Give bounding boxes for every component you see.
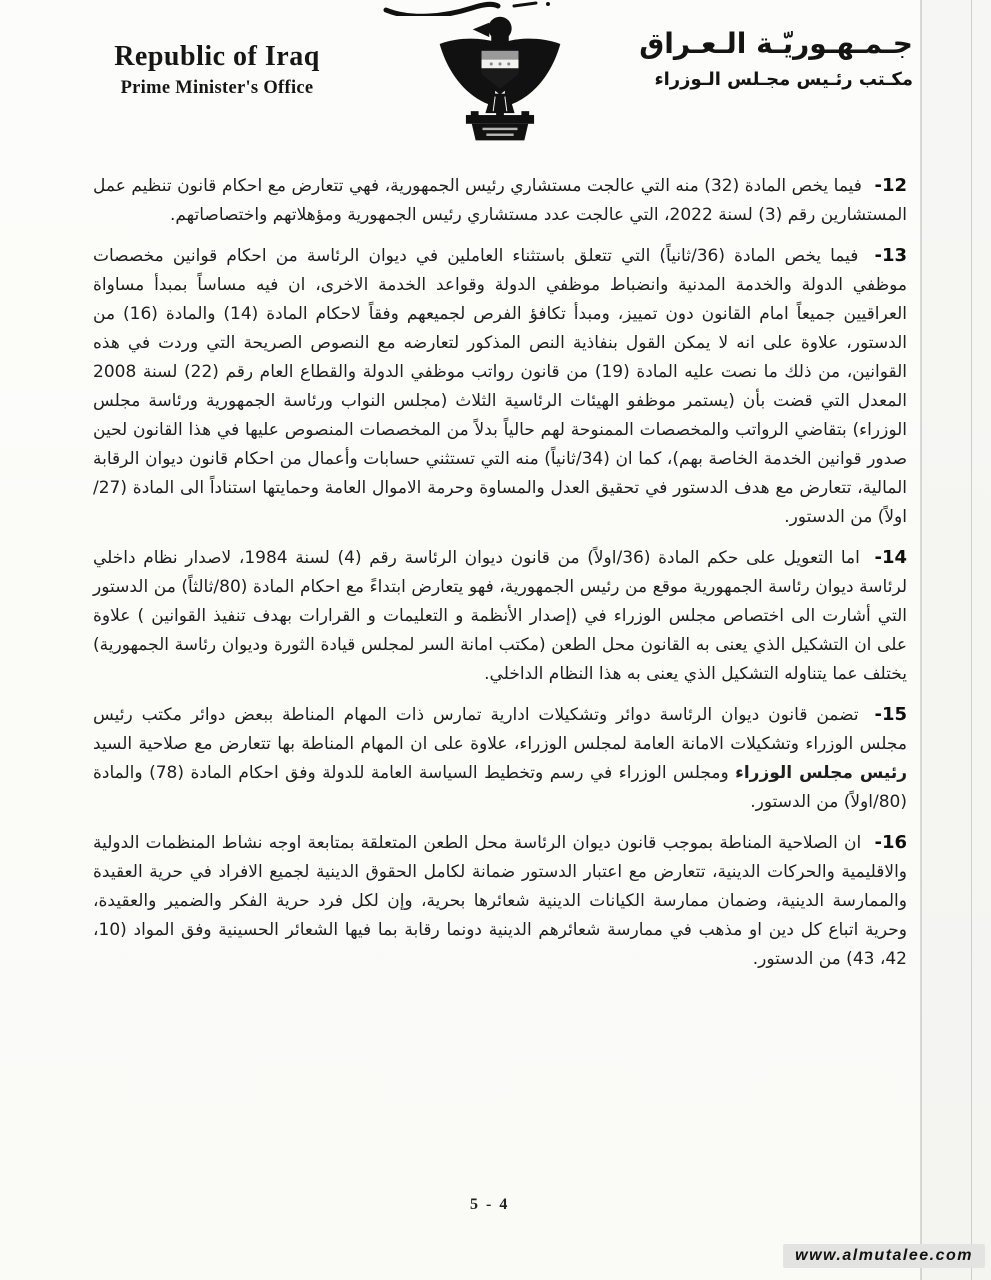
paragraph-text: تضمن قانون ديوان الرئاسة دوائر وتشكيلات ادارية تمارس ذات المهام المناطة ببعض دوائر مكتب رئيس مجلس الوزراء وتشكيلات الامانة العامة لمجلس الوزراء، علاوة على ان المهام المناطة بها تتعارض مع صلاحية السيد bbox=[93, 705, 907, 754]
paragraph-number: 12- bbox=[874, 175, 907, 196]
paragraph-text: فيما يخص المادة (36/ثانياً) التي تتعلق باستثناء العاملين في ديوان الرئاسة من احكام قوانين مخصصات موظفي الدولة والخدمة المدنية وانضباط موظفي الدولة وقواعد الخدمة الاخرى، ان فيه مساساً بمبدأ مساواة العراقيين جميعاً امام القانون دون تمييز، ومبدأ تكافؤ الفرص لجميعهم وفقاً لاحكام المادة (14) والمادة (16) من الدستور، علاوة على انه لا يمكن القول بنفاذية النص المذكور لتعارضه مع النصوص الصريحة التي وردت في هذه القوانين، من ذلك ما نصت عليه المادة (19) من قانون رواتب موظفي الدولة والقطاع العام رقم (22) لسنة 2008 المعدل التي قضت بأن (يستمر موظفو الهيئات الرئاسية الثلاث (مجلس النواب ورئاسة الجمهورية ورئاسة مجلس الوزراء) بتقاضي الرواتب والمخصصات الممنوحة لهم حالياً بدلاً من المخصصات المنصوص عليها في هذا القانون لحين صدور قوانين الخدمة الخاصة بهم)، كما ان (34/ثانياً) منه التي تستثني حسابات وأعمال من احكام قانون ديوان الرقابة المالية، تتعارض مع هدف الدستور في تحقيق العدل والمساوة وحرمة الاموال العامة وحمايتها استناداً الى المادة (27/اولاً) من الدستور. bbox=[93, 246, 908, 527]
paragraph-text: ان الصلاحية المناطة بموجب قانون ديوان الرئاسة محل الطعن المتعلقة بمتابعة اوجه نشاط المنظمات الدولية والاقليمية والحركات الدينية، تتعارض مع اعتبار الدستور ضمانة لكامل الحقوق الدينية لجميع الافراد في حرية العقيدة والممارسة الدينية، وضمان ممارسة الكيانات الدينية شعائرها بحرية، وإن لكل فرد حرية الفكر والضمير والعقيدة، وحرية اتباع كل دين او مذهب في ممارسة شعائرهم الدينية دونما رقابة بما فيها الشعائر الحسينية وفق المواد (10، 42، 43) من الدستور. bbox=[93, 833, 907, 969]
document-body bbox=[93, 171, 907, 985]
paragraph-16 bbox=[93, 828, 907, 974]
header-arabic bbox=[583, 24, 913, 95]
header-english bbox=[92, 40, 342, 99]
arabic-subtitle: مكـتب رئـيس مجـلس الـوزراء bbox=[654, 69, 913, 90]
paragraph-number: 14- bbox=[874, 547, 908, 568]
paragraph-13 bbox=[93, 241, 907, 532]
paragraph-text-bold: رئيس مجلس الوزراء bbox=[735, 763, 907, 783]
paragraph-number: 16- bbox=[874, 832, 907, 853]
english-title: Republic of Iraq bbox=[114, 41, 320, 72]
iraq-eagle-emblem-icon bbox=[427, 10, 573, 150]
paragraph-number: 15- bbox=[874, 704, 907, 725]
paragraph-12 bbox=[93, 171, 907, 230]
paragraph-text: فيما يخص المادة (32) منه التي عالجت مستشاري رئيس الجمهورية، فهي تتعارض مع احكام قانون تنظيم عمل المستشارين رقم (3) لسنة 2022، التي عالجت عدد مستشاري رئيس الجمهورية ومؤهلاتهم واختصاصاتهم. bbox=[93, 176, 907, 225]
paragraph-text: ومجلس الوزراء في رسم وتخطيط السياسة العامة للدولة وفق احكام المادة (78) والمادة (80/اولاً) من الدستور. bbox=[93, 763, 907, 812]
arabic-title: جـمـهـوريّـة الـعـراق bbox=[639, 27, 913, 60]
scan-edge-shade bbox=[921, 0, 991, 1280]
scan-fold-line bbox=[920, 0, 922, 1280]
paragraph-15 bbox=[93, 700, 907, 817]
scan-edge-line bbox=[971, 0, 972, 1280]
paragraph-number: 13- bbox=[874, 245, 908, 266]
paragraph-14 bbox=[93, 543, 907, 689]
watermark: www.almutalee.com bbox=[783, 1244, 985, 1268]
page-number: 5 - 4 bbox=[470, 1196, 510, 1213]
paragraph-text: اما التعويل على حكم المادة (36/اولاً) من قانون ديوان الرئاسة رقم (4) لسنة 1984، لاصدار نظام داخلي لرئاسة ديوان رئاسة الجمهورية موقع من رئيس الجمهورية، فهو يتعارض ابتداءً مع احكام المادة (80/ثالثاً) من الدستور التي أشارت الى اختصاص مجلس الوزراء في (إصدار الأنظمة و التعليمات و القرارات بهدف تنفيذ القوانين ) علاوة على ان التشكيل الذي يعنى به القانون محل الطعن (مكتب امانة السر لمجلس قيادة الثورة وديوان رئاسة الجمهورية) يختلف عما يتناوله التشكيل الذي يعنى به هذا النظام الداخلي. bbox=[93, 548, 907, 684]
english-subtitle: Prime Minister's Office bbox=[120, 78, 314, 98]
